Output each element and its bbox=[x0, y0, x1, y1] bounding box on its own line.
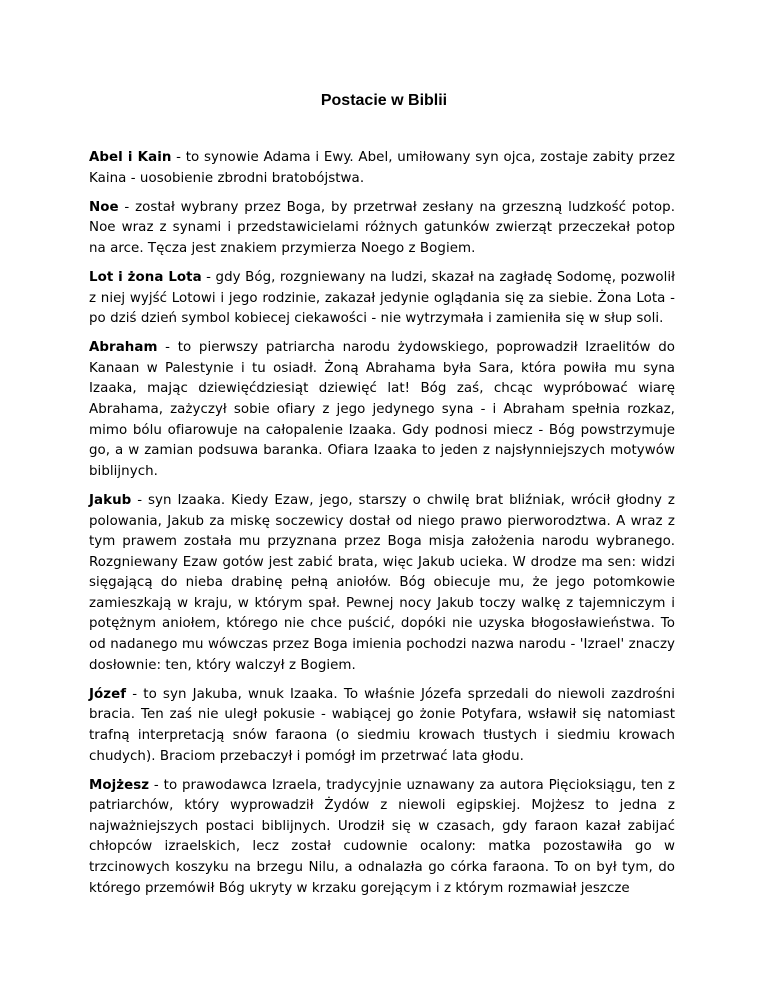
entry-text: - został wybrany przez Boga, by przetrwał zesłany na grzeszną ludzkość potop. Noe wraz z synami i przedstawicielami różnych gatunków zwierząt przeczekał potop na arce. Tęcza jest znakiem przymierza Noego z Bogiem. bbox=[89, 199, 675, 256]
entry-abel-i-kain bbox=[89, 148, 675, 189]
page-title: Postacie w Biblii bbox=[320, 92, 448, 109]
entry-name: Lot i żona Lota bbox=[89, 269, 202, 285]
entry-name: Noe bbox=[89, 199, 119, 215]
entry-name: Abel i Kain bbox=[89, 150, 172, 165]
document-body bbox=[89, 148, 675, 908]
entry-text: - syn Izaaka. Kiedy Ezaw, jego, starszy o chwilę brat bliźniak, wrócił głodny z polowania, Jakub za miskę soczewicy dostał od niego prawo pierworodztwa. A wraz z tym prawem została mu przyznana przez Boga misja założenia narodu wybranego. Rozgniewany Ezaw gotów jest zabić brata, więc Jakub ucieka. W drodze ma sen: widzi sięgającą do nieba drabinę pełną aniołów. Bóg obiecuje mu, że jego potomkowie zamieszkają w kraju, w którym spał. Pewnej nocy Jakub toczy walkę z tajemniczym i potężnym aniołem, którego nie chce puścić, dopóki nie uzyska błogosławieństwa. To od nadanego mu wówczas przez Boga imienia pochodzi nazwa narodu - 'Izrael' znaczy dosłownie: ten, który walczył z Bogiem. bbox=[89, 492, 675, 673]
entry-name: Jakub bbox=[89, 492, 132, 508]
entry-name: Abraham bbox=[89, 340, 158, 356]
entry-text: - gdy Bóg, rozgniewany na ludzi, skazał na zagładę Sodomę, pozwolił z niej wyjść Lotowi i jego rodzinie, zakazał jedynie oglądania się za siebie. Żona Lota - po dziś dzień symbol kobiecej ciekawości - nie wytrzymała i zamieniła się w słup soli. bbox=[89, 269, 675, 327]
entry-text: - to syn Jakuba, wnuk Izaaka. To właśnie Józefa sprzedali do niewoli zazdrośni bracia. Ten zaś nie uległ pokusie - wabiącej go żonie Potyfara, wsławił się natomiast trafną interpretacją snów faraona (o siedmiu krowach tłustych i siedmiu krowach chudych). Braciom przebaczył i pomógł im przetrwać lata głodu. bbox=[89, 686, 675, 764]
entry-text: - to prawodawca Izraela, tradycyjnie uznawany za autora Pięcioksiągu, ten z patriarchów, który wyprowadził Żydów z niewoli egipskiej. Mojżesz to jedna z najważniejszych postaci biblijnych. Urodził się w czasach, gdy faraon kazał zabijać chłopców izraelskich, lecz został cudownie ocalony: matka pozostawiła go w trzcinowych koszyku na brzegu Nilu, a odnalazła go córka faraona. To on był tym, do którego przemówił Bóg ukryty w krzaku gorejącym i z którym rozmawiał jeszcze bbox=[89, 777, 675, 896]
entry-text: - to synowie Adama i Ewy. Abel, umiłowany syn ojca, zostaje zabity przez Kaina - uosobienie zbrodni bratobójstwa. bbox=[89, 150, 675, 186]
entry-noe bbox=[89, 198, 675, 260]
entry-text: - to pierwszy patriarcha narodu żydowskiego, poprowadził Izraelitów do Kanaan w Palestynie i tu osiadł. Żoną Abrahama była Sara, która powiła mu syna Izaaka, mając dziewięćdziesiąt dziewięć lat! Bóg zaś, chcąc wypróbować wiarę Abrahama, zażyczył sobie ofiary z jego jedynego syna - i Abraham spełnia rozkaz, mimo bólu ofiarowuje na całopalenie Izaaka. Gdy podnosi miecz - Bóg powstrzymuje go, a w zamian podsuwa baranka. Ofiara Izaaka to jeden z najsłynniejszych motywów biblijnych. bbox=[89, 340, 675, 479]
entry-abraham bbox=[89, 338, 675, 482]
entry-name: Józef bbox=[89, 686, 127, 702]
entry-name: Mojżesz bbox=[89, 777, 150, 793]
entry-jakub bbox=[89, 491, 675, 676]
entry-jozef bbox=[89, 685, 675, 767]
entry-lot bbox=[89, 268, 675, 330]
entry-mojzesz bbox=[89, 776, 675, 900]
